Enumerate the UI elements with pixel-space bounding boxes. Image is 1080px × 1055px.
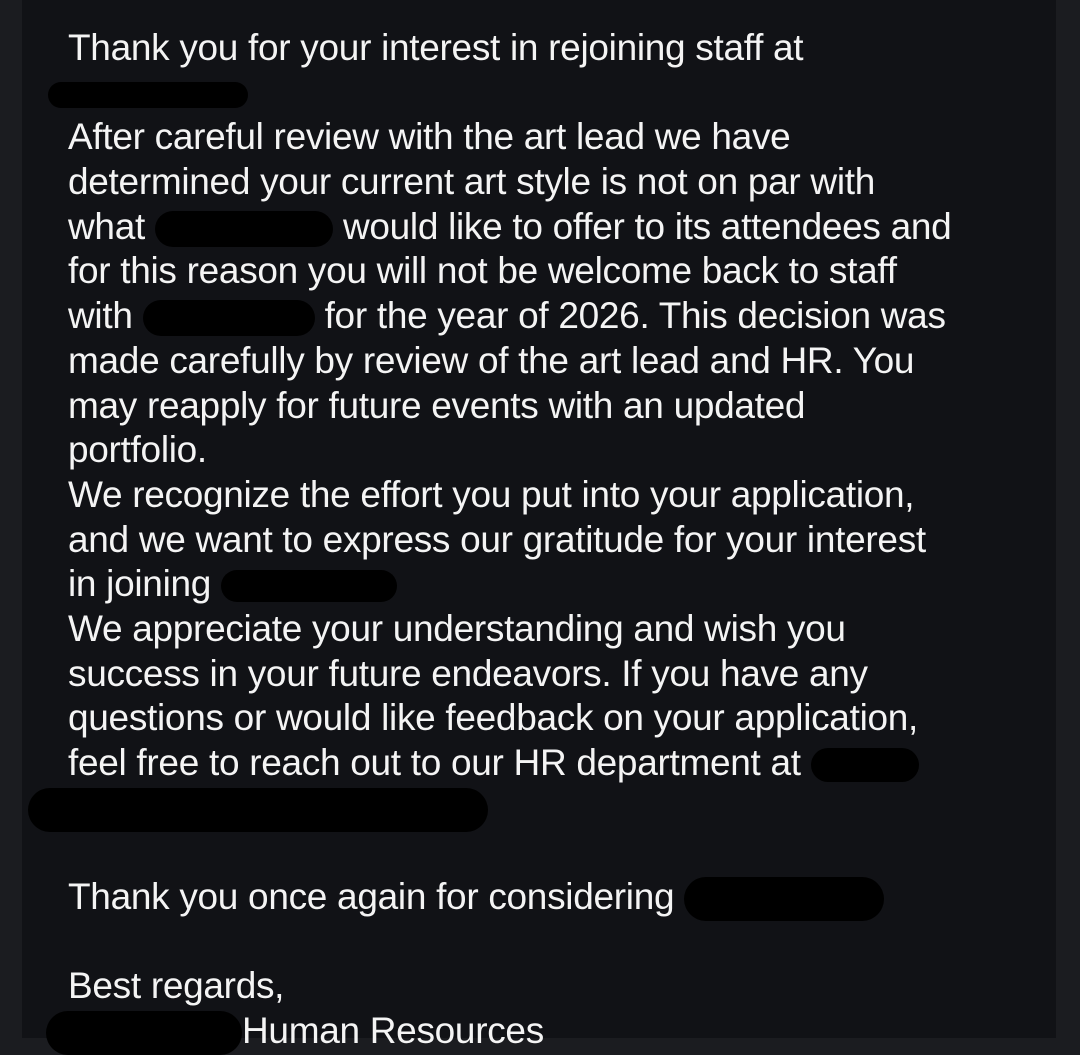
spacer	[68, 830, 1058, 875]
redaction-mark	[155, 211, 333, 247]
redaction-mark	[143, 300, 315, 336]
closing-line	[68, 875, 1058, 920]
paragraph-1-line-4: for this reason you will not be welcome back to staff	[68, 250, 897, 292]
paragraph-1-line-5	[68, 294, 1058, 339]
text-fragment: Thank you once again for considering	[68, 876, 675, 918]
paragraph-2-line-2: and we want to express our gratitude for your interest	[68, 518, 926, 560]
paragraph-3-line-4	[68, 741, 1058, 786]
redaction-mark	[46, 1011, 242, 1055]
paragraph-1-line-1: After careful review with the art lead we have	[68, 116, 791, 158]
text-fragment: feel free to reach out to our HR department at	[68, 742, 801, 783]
paragraph-1-line-3	[68, 205, 1058, 250]
paragraph-1-line-6: made carefully by review of the art lead and HR. You	[68, 339, 915, 381]
sign-off: Best regards,	[68, 965, 285, 1007]
redacted-line	[68, 786, 1058, 831]
paragraph-2-line-1: We recognize the effort you put into your application,	[68, 473, 915, 515]
spacer	[68, 920, 1058, 965]
text-fragment: what	[68, 205, 145, 247]
text-fragment: would like to offer to its attendees and	[342, 205, 952, 247]
text-fragment: for the year of 2026. This decision was	[324, 295, 946, 337]
redaction-mark	[684, 877, 884, 921]
redaction-mark	[48, 82, 248, 108]
paragraph-1-line-2: determined your current art style is not on par with	[68, 161, 876, 203]
paragraph-2-line-3	[68, 562, 1058, 607]
paragraph-1-line-7: may reapply for future events with an updated	[68, 384, 806, 426]
signature-department: Human Resources	[242, 1010, 544, 1052]
text-fragment: in joining	[68, 563, 212, 605]
text-fragment: with	[68, 295, 133, 337]
paragraph-3-line-1: We appreciate your understanding and wish you	[68, 607, 846, 649]
redaction-mark	[811, 748, 919, 782]
redacted-line	[68, 71, 1058, 116]
signature-line	[68, 1009, 1058, 1054]
message-body	[68, 26, 1058, 1054]
paragraph-3-line-2: success in your future endeavors. If you have any	[68, 652, 868, 694]
redaction-mark	[28, 788, 488, 832]
paragraph-1-line-8: portfolio.	[68, 429, 207, 471]
greeting-line: Thank you for your interest in rejoining staff at	[68, 27, 804, 68]
paragraph-3-line-3: questions or would like feedback on your application,	[68, 697, 919, 739]
redaction-mark	[221, 570, 397, 602]
